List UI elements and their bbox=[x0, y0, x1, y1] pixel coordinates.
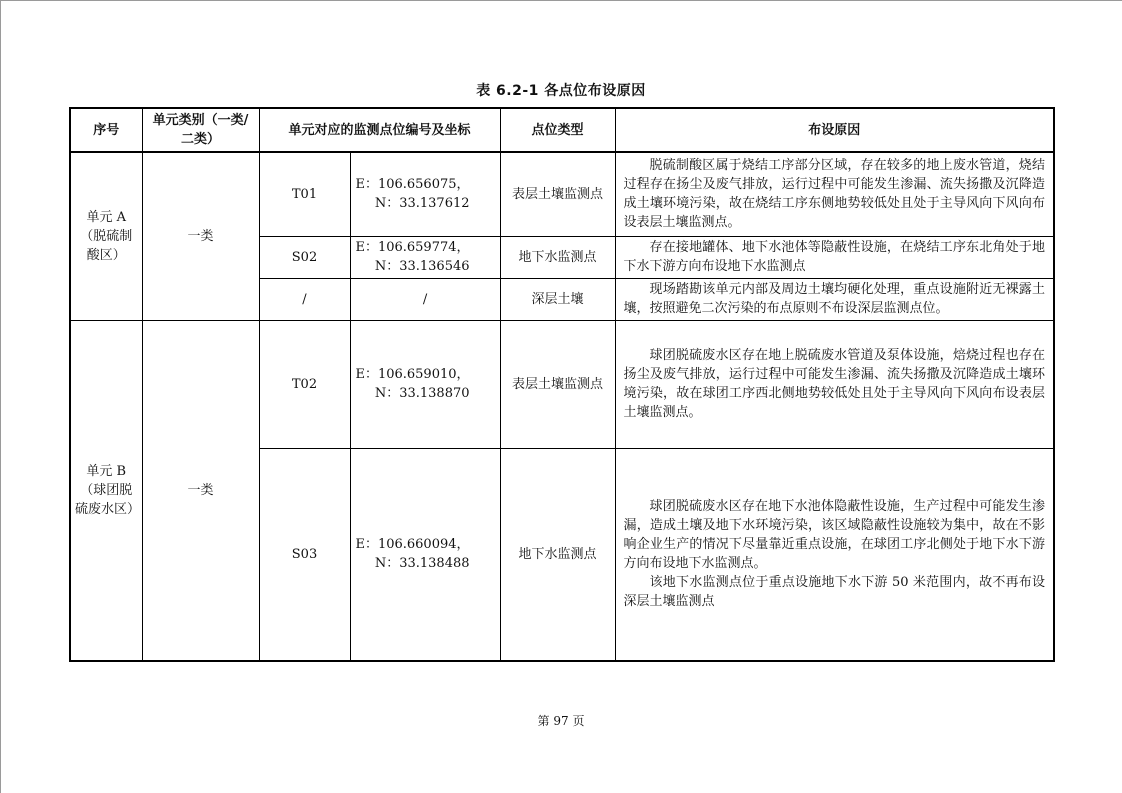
unit-b-name: 单元 B（球团脱硫废水区） bbox=[70, 320, 142, 661]
point-coordinates: E：106.660094， N：33.138488 bbox=[350, 448, 500, 661]
point-coordinates: / bbox=[350, 278, 500, 320]
table-row bbox=[70, 152, 1054, 236]
point-id: T01 bbox=[259, 152, 350, 236]
point-id: / bbox=[259, 278, 350, 320]
header-points: 单元对应的监测点位编号及坐标 bbox=[259, 108, 500, 152]
point-reason: 球团脱硫废水区存在地上脱硫废水管道及泵体设施，焙烧过程也存在扬尘及废气排放，运行过程中可能发生渗漏、流失扬撒及沉降造成土壤环境污染，故在球团工序西北侧地势较低处且处于主导风向下风向布设表层土壤监测点。 bbox=[615, 320, 1054, 448]
point-type: 表层土壤监测点 bbox=[500, 320, 615, 448]
header-seq: 序号 bbox=[70, 108, 142, 152]
unit-a-category: 一类 bbox=[142, 152, 259, 320]
page-number: 第 97 页 bbox=[537, 714, 585, 728]
unit-b-category: 一类 bbox=[142, 320, 259, 661]
point-reason: 存在接地罐体、地下水池体等隐蔽性设施，在烧结工序东北角处于地下水下游方向布设地下水监测点 bbox=[615, 236, 1054, 278]
point-type: 地下水监测点 bbox=[500, 236, 615, 278]
point-type: 深层土壤 bbox=[500, 278, 615, 320]
monitoring-points-table bbox=[69, 107, 1055, 662]
header-type: 点位类型 bbox=[500, 108, 615, 152]
point-coordinates: E：106.659010， N：33.138870 bbox=[350, 320, 500, 448]
point-id: S03 bbox=[259, 448, 350, 661]
table-title: 表 6.2-1 各点位布设原因 bbox=[476, 83, 646, 99]
point-coordinates: E：106.656075， N：33.137612 bbox=[350, 152, 500, 236]
point-type: 表层土壤监测点 bbox=[500, 152, 615, 236]
point-reason: 球团脱硫废水区存在地下水池体隐蔽性设施，生产过程中可能发生渗漏，造成土壤及地下水环境污染，该区域隐蔽性设施较为集中，故在不影响企业生产的情况下尽量靠近重点设施，在球团工序北侧处于地下水下游方向布设地下水监测点。 该地下水监测点位于重点设施地下水下游 50 米范围内，故不再布设深层土壤监测点 bbox=[615, 448, 1054, 661]
point-type: 地下水监测点 bbox=[500, 448, 615, 661]
point-reason: 现场踏勘该单元内部及周边土壤均硬化处理，重点设施附近无裸露土壤，按照避免二次污染的布点原则不布设深层监测点位。 bbox=[615, 278, 1054, 320]
unit-a-name: 单元 A（脱硫制酸区） bbox=[70, 152, 142, 320]
table-row bbox=[70, 320, 1054, 448]
point-id: S02 bbox=[259, 236, 350, 278]
header-reason: 布设原因 bbox=[615, 108, 1054, 152]
point-reason: 脱硫制酸区属于烧结工序部分区域，存在较多的地上废水管道，烧结过程存在扬尘及废气排放，运行过程中可能发生渗漏、流失扬撒及沉降造成土壤环境污染，故在烧结工序东侧地势较低处且处于主导风向下风向布设表层土壤监测点。 bbox=[615, 152, 1054, 236]
point-coordinates: E：106.659774， N：33.136546 bbox=[350, 236, 500, 278]
point-id: T02 bbox=[259, 320, 350, 448]
header-category: 单元类别（一类/二类） bbox=[142, 108, 259, 152]
